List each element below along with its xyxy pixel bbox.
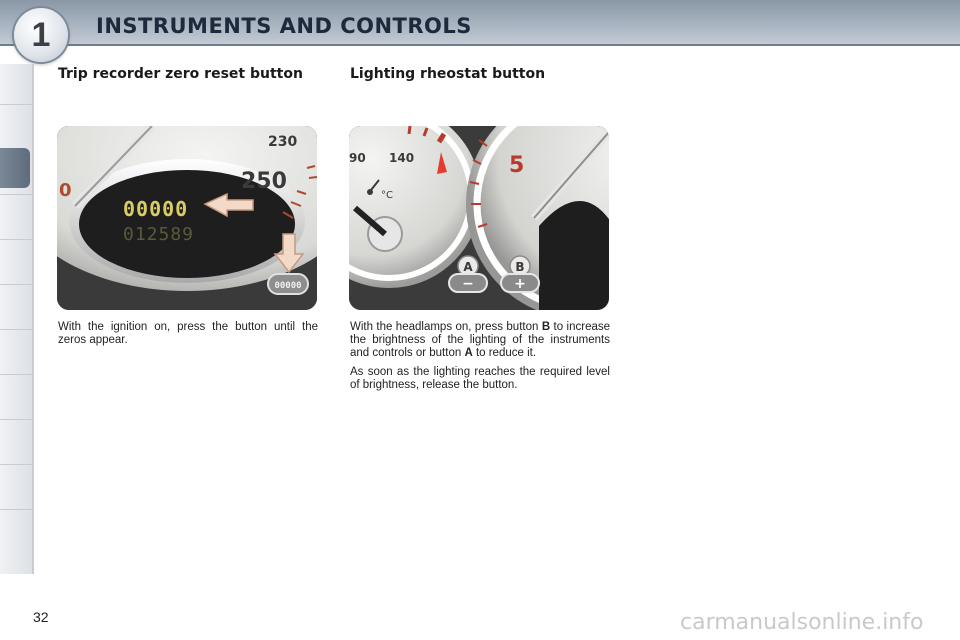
- temp-unit-label: °C: [381, 190, 393, 201]
- side-tab-divider: [0, 419, 32, 420]
- speed-label-230: 230: [268, 134, 298, 150]
- rev-label-5: 5: [509, 153, 525, 178]
- scale-tick: [309, 177, 317, 178]
- side-tab-divider: [0, 509, 32, 510]
- side-tab-divider: [0, 329, 32, 330]
- trip-reset-heading: Trip recorder zero reset button: [58, 66, 303, 82]
- chapter-badge: [14, 8, 68, 62]
- trip-reset-text: With the ignition on, press the button until the zeros appear.: [58, 321, 318, 346]
- side-tab-divider: [0, 374, 32, 375]
- trip-display-zeros: 00000: [123, 197, 189, 221]
- trip-recorder-photo: [57, 126, 317, 310]
- trip-recorder-illustration: [57, 126, 317, 310]
- site-watermark: carmanualsonline.info: [680, 610, 924, 635]
- trip-reset-instruction: [58, 321, 318, 353]
- button-b-callout-letter: B: [515, 260, 525, 274]
- plus-icon: +: [514, 276, 526, 292]
- side-tab-divider: [0, 104, 32, 105]
- rheostat-photo: [349, 126, 609, 310]
- rheostat-text-1: [350, 321, 610, 360]
- rheostat-instructions: [350, 321, 610, 398]
- chapter-title: INSTRUMENTS AND CONTROLS: [96, 14, 472, 38]
- rheostat-text-1b: to increase the brightness of the lighting of the instruments and controls or button: [350, 321, 611, 359]
- coolant-icon-bulb: [367, 189, 373, 195]
- side-tab-divider: [0, 194, 32, 195]
- rheostat-illustration: [349, 126, 609, 310]
- side-tab-divider: [0, 239, 32, 240]
- speed-label-0: 0: [59, 180, 72, 201]
- rheostat-text-1a: With the headlamps on, press button: [350, 321, 542, 333]
- rheostat-text-1c: to reduce it.: [472, 347, 537, 359]
- temp-tick: [409, 126, 410, 134]
- side-tab-active[interactable]: [0, 148, 30, 188]
- button-a-callout-letter: A: [463, 260, 473, 274]
- header-divider: [0, 44, 960, 46]
- minus-icon: −: [462, 276, 474, 292]
- side-tab-divider: [0, 464, 32, 465]
- odometer-display: 012589: [123, 224, 195, 245]
- speed-label-250: 250: [241, 169, 287, 194]
- button-b-reference: B: [541, 321, 551, 333]
- temp-label-140: 140: [389, 151, 415, 165]
- rheostat-heading: Lighting rheostat button: [350, 66, 546, 82]
- page-number: 32: [33, 609, 49, 625]
- rev-counter-display: [539, 201, 609, 310]
- button-a-reference: A: [464, 347, 473, 359]
- side-tab-divider: [0, 284, 32, 285]
- chapter-number: 1: [31, 15, 51, 54]
- trip-reset-button-label: 00000: [274, 281, 302, 291]
- temp-label-90: 90: [349, 151, 366, 165]
- side-tab-rail: [0, 64, 34, 574]
- rheostat-text-2: As soon as the lighting reaches the required level of brightness, release the button.: [350, 366, 610, 391]
